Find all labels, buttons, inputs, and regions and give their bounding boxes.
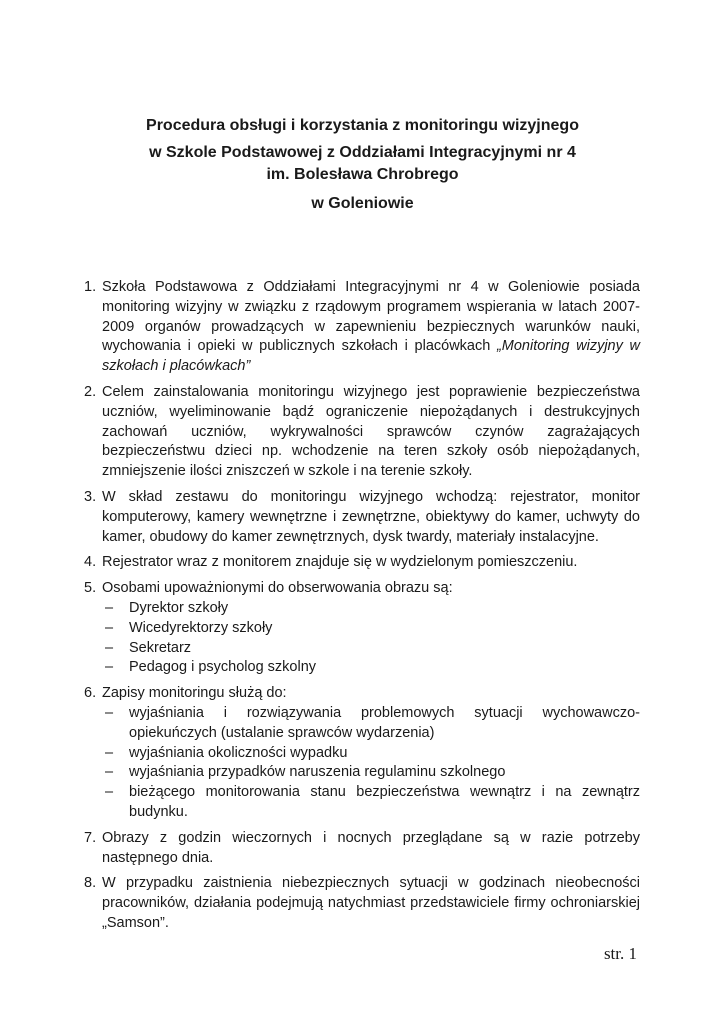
- list-item-5: [84, 579, 640, 678]
- item-number: 2.: [84, 383, 97, 400]
- sub-item-text: Pedagog i psycholog szkolny: [129, 659, 317, 676]
- page-number: str. 1: [603, 944, 637, 963]
- sub-item-text: wyjaśniania i rozwiązywania problemowych sytuacji wychowawczo-opiekuńczych (ustalanie sprawców wydarzenia): [129, 704, 640, 741]
- list-item-7: [84, 829, 640, 869]
- sub-item-text: bieżącego monitorowania stanu bezpieczeństwa wewnątrz i na zewnątrz budynku.: [129, 784, 640, 820]
- list-item-8: [84, 874, 640, 933]
- sub-list-item: [102, 599, 640, 619]
- sub-list-item: [102, 783, 640, 823]
- title-line-3: im. Bolesława Chrobrego: [266, 166, 459, 183]
- item-number: 1.: [84, 279, 97, 295]
- item-text-plain: Szkoła Podstawowa z Oddziałami Integracyjnymi nr 4 w Goleniowie posiada monitoring wizyjny w związku z rządowym programem wspierania w latach 2007-2009 organów prowadzących w zapewnieniu bezpiecznych warunków nauki, wychowania i opieki w publicznych szkołach i placówkach: [102, 279, 640, 355]
- item-text: Rejestrator wraz z monitorem znajduje się w wydzielonym pomieszczeniu.: [102, 554, 578, 571]
- dash-bullet: –: [105, 599, 114, 616]
- dash-bullet: –: [105, 639, 114, 656]
- sub-list: [102, 704, 640, 823]
- item-text: W skład zestawu do monitoringu wizyjnego wchodzą: rejestrator, monitor komputerowy, kamery wewnętrzne i zewnętrzne, obiektywy do kamer, uchwyty do kamer, obudowy do kamer zewnętrznych, dysk twardy, materiały instalacyjne.: [102, 488, 640, 545]
- title-line-4: w Goleniowie: [311, 195, 414, 212]
- item-number: 6.: [84, 685, 97, 702]
- sub-item-text: wyjaśniania przypadków naruszenia regulaminu szkolnego: [129, 764, 506, 781]
- list-item-1: [84, 278, 640, 377]
- item-number: 5.: [84, 580, 97, 597]
- item-number: 3.: [84, 488, 97, 505]
- dash-bullet: –: [105, 659, 114, 676]
- dash-bullet: –: [105, 744, 114, 761]
- item-text: W przypadku zaistnienia niebezpiecznych sytuacji w godzinach nieobecności pracowników, działania podejmują natychmiast przedstawiciele firmy ochroniarskiej „Samson”.: [102, 875, 640, 931]
- item-text: [102, 278, 640, 377]
- list-item-3: [84, 488, 640, 547]
- sub-item-text: Sekretarz: [129, 639, 192, 656]
- dash-bullet: –: [105, 619, 114, 636]
- dash-bullet: –: [105, 764, 114, 781]
- item-number: 8.: [84, 875, 97, 892]
- sub-item-text: Wicedyrektorzy szkoły: [129, 619, 273, 636]
- list-item-2: [84, 383, 640, 482]
- sub-list-item: [102, 704, 640, 744]
- document-title: [60, 115, 665, 215]
- item-text: Celem zainstalowania monitoringu wizyjnego jest poprawienie bezpieczeństwa uczniów, wyeliminowanie bądź ograniczenie niepożądanych i destrukcyjnych zachowań uczniów, wykrywalności sprawców czynów zagrażających bezpieczeństwu dzieci np. wchodzenie na teren szkoły osób niepożądanych, zmniejszenie ilości zniszczeń w szkole i na terenie szkoły.: [102, 383, 640, 480]
- procedure-list: [84, 278, 640, 940]
- sub-list-item: [102, 658, 640, 678]
- item-number: 4.: [84, 554, 97, 571]
- sub-list: [102, 599, 640, 678]
- dash-bullet: –: [105, 784, 114, 801]
- item-text: Obrazy z godzin wieczornych i nocnych przeglądane są w razie potrzeby następnego dnia.: [102, 829, 640, 866]
- item-text: Osobami upoważnionymi do obserwowania obrazu są:: [102, 580, 453, 597]
- item-number: 7.: [84, 829, 97, 846]
- sub-list-item: [102, 744, 640, 764]
- sub-list-item: [102, 763, 640, 783]
- title-line-1: Procedura obsługi i korzystania z monitoringu wizyjnego: [146, 117, 579, 134]
- title-line-2: w Szkole Podstawowej z Oddziałami Integracyjnymi nr 4: [149, 144, 576, 161]
- sub-list-item: [102, 639, 640, 659]
- sub-item-text: wyjaśniania okoliczności wypadku: [129, 744, 348, 761]
- sub-item-text: Dyrektor szkoły: [129, 599, 229, 616]
- item-text: Zapisy monitoringu służą do:: [102, 685, 287, 702]
- list-item-4: [84, 553, 640, 573]
- dash-bullet: –: [105, 704, 114, 721]
- sub-list-item: [102, 619, 640, 639]
- item-text-italic: „Monitoring wizyjny w szkołach i placówkach”: [102, 338, 640, 375]
- list-item-6: [84, 684, 640, 823]
